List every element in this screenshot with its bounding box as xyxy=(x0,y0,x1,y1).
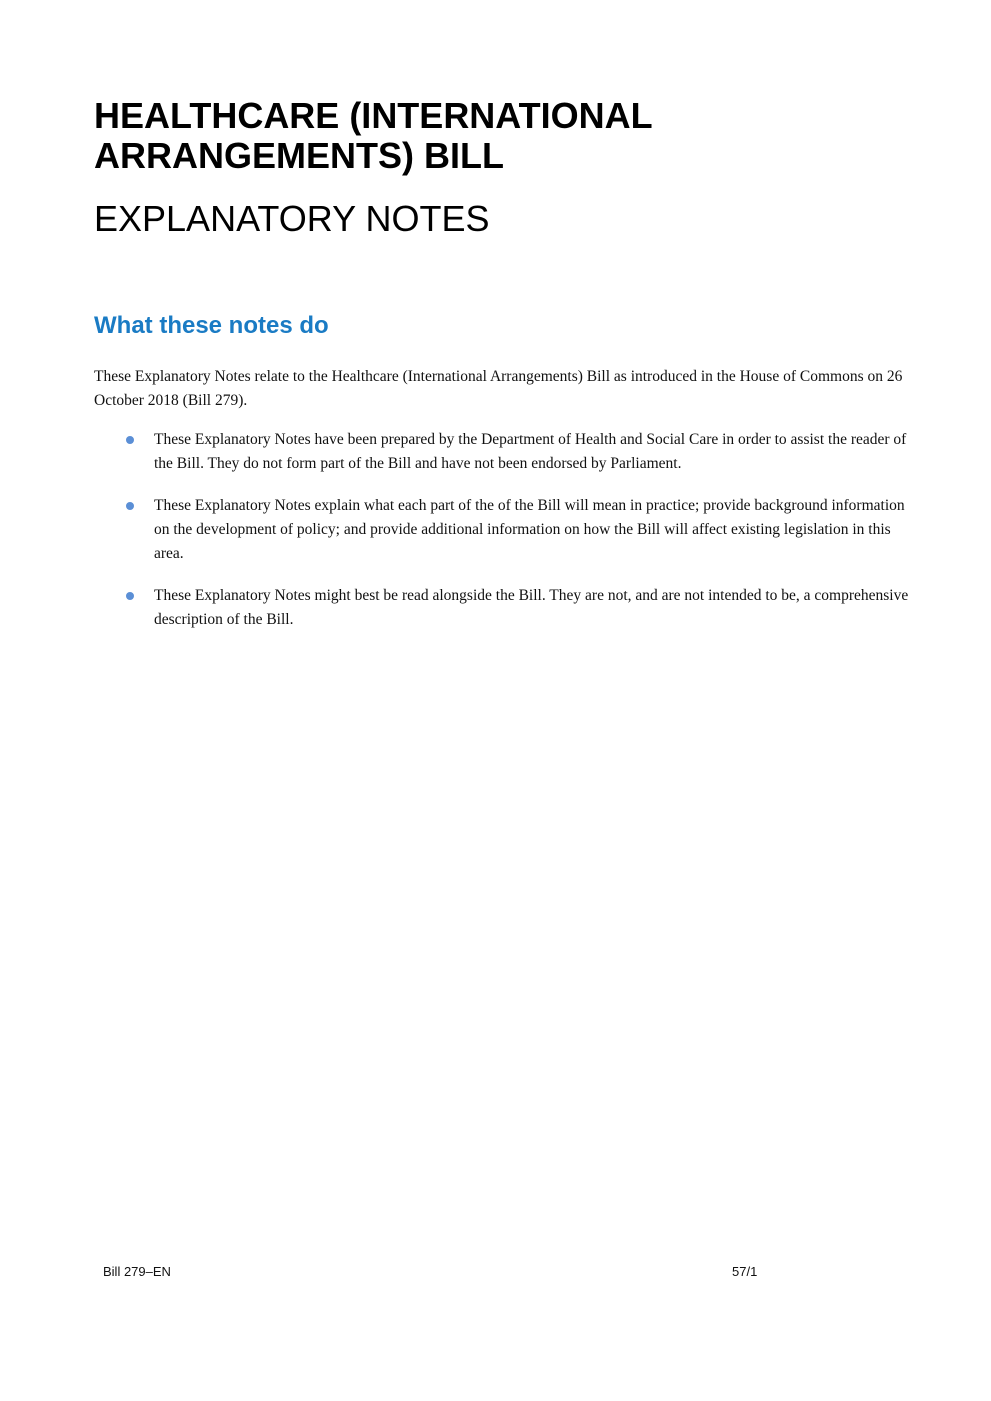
bullet-dot-icon xyxy=(126,436,134,444)
bullet-dot-icon xyxy=(126,502,134,510)
bullet-text: These Explanatory Notes might best be read alongside the Bill. They are not, and are not intended to be, a comprehensive description of the Bill. xyxy=(154,587,909,628)
footer-bill-reference: Bill 279–EN xyxy=(103,1264,171,1279)
section-heading: What these notes do xyxy=(94,312,329,339)
document-subtitle: EXPLANATORY NOTES xyxy=(94,198,490,239)
bullet-item xyxy=(94,428,909,476)
intro-paragraph: These Explanatory Notes relate to the Healthcare (International Arrangements) Bill as introduced in the House of Commons on 26 October 2018 (Bill 279). xyxy=(94,368,903,409)
footer-page-reference: 57/1 xyxy=(732,1264,758,1279)
document-title: HEALTHCARE (INTERNATIONAL ARRANGEMENTS) BILL xyxy=(94,95,652,176)
bullet-list xyxy=(94,428,909,650)
bullet-text: These Explanatory Notes have been prepared by the Department of Health and Social Care in order to assist the reader of the Bill. They do not form part of the Bill and have not been endorsed by Parliament. xyxy=(154,431,907,472)
bullet-text: These Explanatory Notes explain what each part of the of the Bill will mean in practice; provide background information on the development of policy; and provide additional information on how the Bill will affect existing legislation in this area. xyxy=(154,497,905,562)
bullet-item xyxy=(94,584,909,632)
bullet-dot-icon xyxy=(126,592,134,600)
bullet-item xyxy=(94,494,909,566)
